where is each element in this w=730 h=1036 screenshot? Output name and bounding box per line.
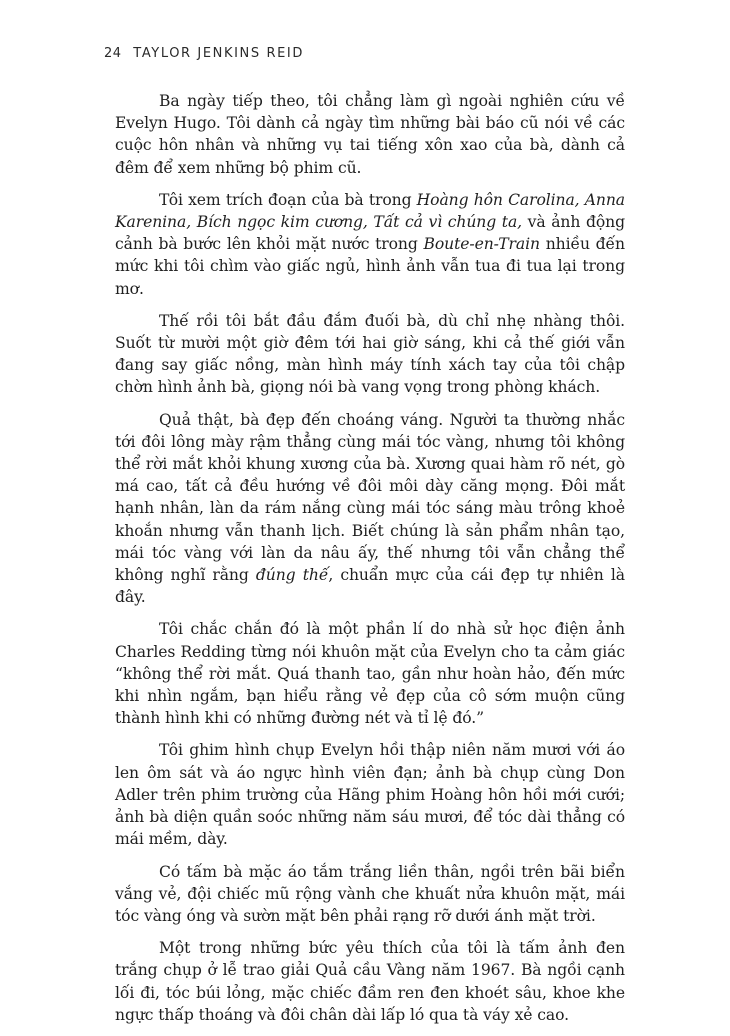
text-run: nhiều đến mức khi tôi chìm vào giấc ngủ, hình ảnh vẫn tua đi tua lại trong mơ. — [115, 235, 625, 298]
body-text — [115, 90, 625, 1036]
text-run: Quả thật, bà đẹp đến choáng váng. Người ta thường nhắc tới đôi lông mày rậm thẳng cùng mái tóc vàng, nhưng tôi không thể rời mắt khỏi khung xương của bà. Xương quai hàm rõ nét, gò má cao, tất cả đều hướng về đôi môi dày căng mọng. Đôi mắt hạnh nhân, làn da rám nắng cùng mái tóc sáng màu trông khoẻ khoắn nhưng vẫn thanh lịch. Biết chúng là sản phẩm nhân tạo, mái tóc vàng với làn da nâu ấy, thế nhưng tôi vẫn chẳng thể không nghĩ rằng — [115, 410, 625, 585]
text-run: Có tấm bà mặc áo tắm trắng liền thân, ngồi trên bãi biển vắng vẻ, đội chiếc mũ rộng vành che khuất nửa khuôn mặt, mái tóc vàng óng và sườn mặt bên phải rạng rỡ dưới ánh mặt trời. — [115, 862, 625, 925]
text-run: Thế rồi tôi bắt đầu đắm đuối bà, dù chỉ nhẹ nhàng thôi. Suốt từ mười một giờ đêm tới hai giờ sáng, khi cả thế giới vẫn đang say giấc nồng, màn hình máy tính xách tay của tôi chập chờn hình ảnh bà, giọng nói bà vang vọng trong phòng khách. — [115, 311, 625, 397]
text-run: và ảnh động cảnh bà bước lên khỏi mặt nước trong — [115, 213, 625, 254]
text-run: Ba ngày tiếp theo, tôi chẳng làm gì ngoài nghiên cứu về Evelyn Hugo. Tôi dành cả ngày tìm những bài báo cũ nói về các cuộc hôn nhân và những vụ tai tiếng xôn xao của bà, dành cả đêm để xem những bộ phim cũ. — [115, 92, 625, 177]
text-run: Tôi chắc chắn đó là một phần lí do nhà sử học điện ảnh Charles Redding từng nói khuôn mặt của Evelyn cho ta cảm giác “không thể rời mắt. Quá thanh tao, gần như hoàn hảo, đến mức khi nhìn ngắm, bạn hiểu rằng vẻ đẹp của cô sớm muộn cũng thành hình khi có những đường nét và tỉ lệ đó.” — [115, 620, 625, 728]
text-run: Tôi ghim hình chụp Evelyn hồi thập niên năm mươi với áo len ôm sát và áo ngực hình viên đạn; ảnh bà chụp cùng Don Adler trên phim trường của Hãng phim Hoàng hôn hồi mới cưới; ảnh bà diện quần soóc những năm sáu mươi, để tóc dài thẳng có mái mềm, dày. — [115, 741, 625, 849]
italic-title: đúng thế — [255, 566, 329, 585]
paragraph — [115, 861, 625, 928]
text-run: , chuẩn mực của cái đẹp tự nhiên là đây. — [115, 566, 625, 607]
paragraph — [115, 618, 625, 729]
italic-title: Boute-en-Train — [423, 235, 540, 254]
author-name: TAYLOR JENKINS REID — [133, 46, 304, 61]
paragraph — [115, 90, 625, 179]
italic-title: Hoàng hôn Carolina, Anna Karenina, Bích ngọc kim cương, Tất cả vì chúng ta, — [115, 190, 625, 232]
text-run: Tôi xem trích đoạn của bà trong — [159, 190, 417, 209]
paragraph — [115, 310, 625, 399]
paragraph — [115, 937, 625, 1026]
page-number: 24 — [104, 46, 122, 61]
running-header — [104, 46, 304, 61]
paragraph — [115, 189, 625, 300]
text-run: Một trong những bức yêu thích của tôi là tấm ảnh đen trắng chụp ở lễ trao giải Quả cầu Vàng năm 1967. Bà ngồi cạnh lối đi, tóc búi lỏng, mặc chiếc đầm ren đen khoét sâu, khoe khe ngực thấp thoáng và đôi chân dài lấp ló qua tà váy xẻ cao. — [115, 939, 625, 1024]
paragraph — [115, 409, 625, 609]
paragraph — [115, 739, 625, 850]
